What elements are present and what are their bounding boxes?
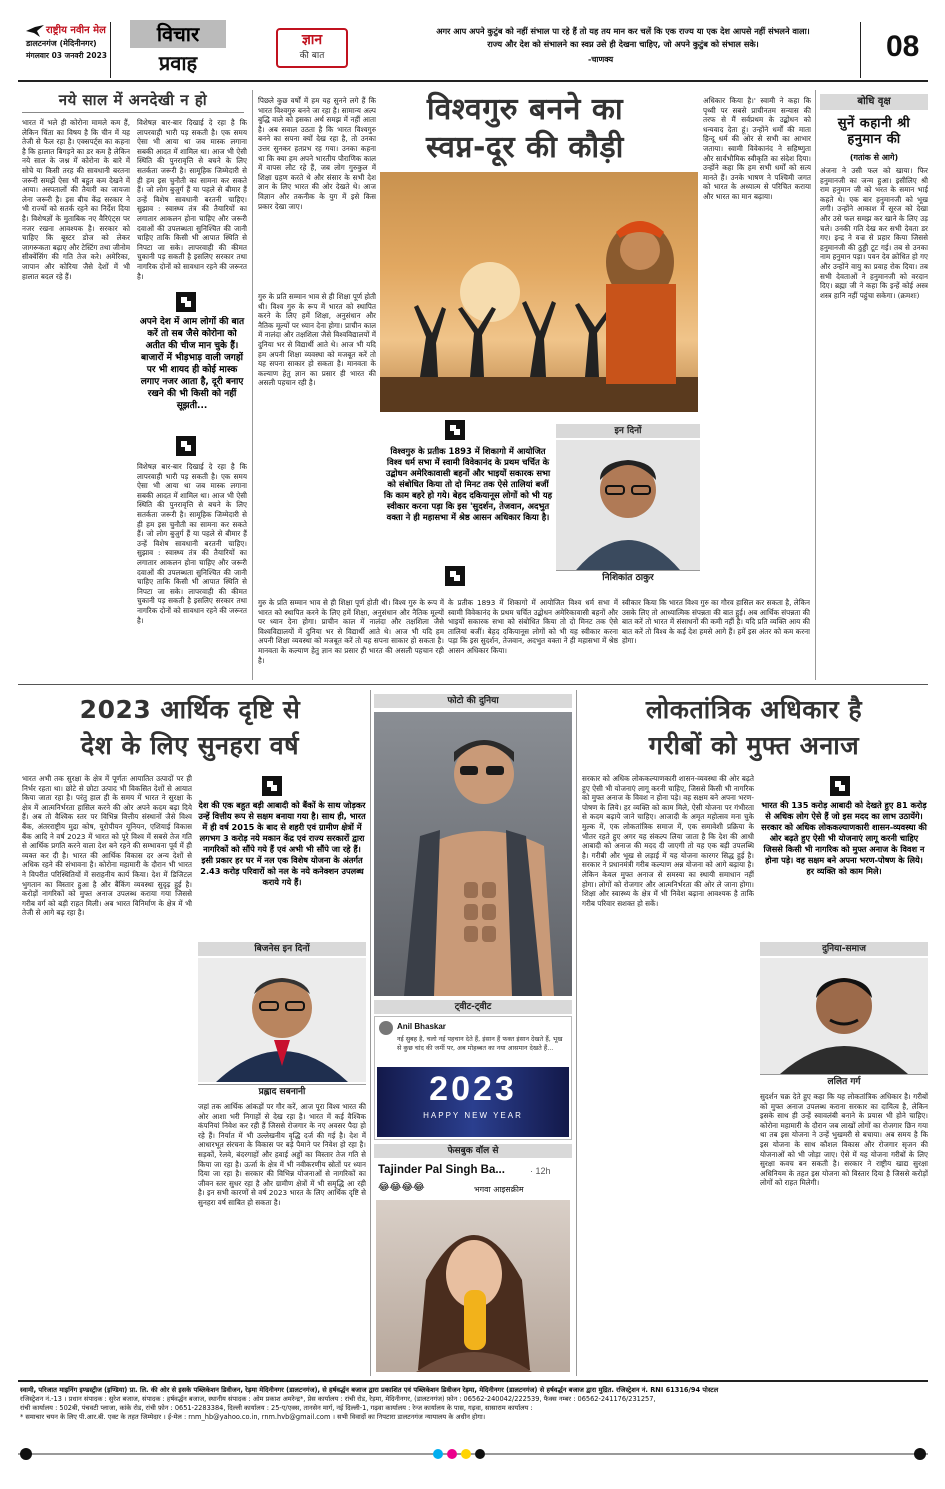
art2-col-b: गुरु के प्रति सम्मान भाव से ही शिक्षा पूर्ण होती थी। विश्व गुरु के रूप में भारत को स्थापित करने के लिए हमें शिक्षा, अनुसंधान और नैतिक मूल्यों पर ध्यान देना होगा। प्राचीन काल में नालंदा और तक्षशिला जैसे विश्वविद्यालयों में दुनिया भर से विद्यार्थी आते थे। आज भी यदि हम अपनी शिक्षा व्यवस्था को मजबूत करें तो यह सपना साकार हो सकता है। मानवता के कल्याण हेतु ज्ञान का प्रसार ही भारत की असली पहचान रही है। (258, 292, 376, 388)
date: मंगलवार 03 जनवरी 2023 (26, 51, 108, 60)
author-photo-sabnani (198, 958, 366, 1082)
bodhi-subtitle: (गतांक से आगे) (849, 153, 899, 162)
fb-sub: भगवा आइसक्रीम (474, 1185, 524, 1194)
art1-pull-quote: अपने देश में आम लोगों की बात करें तो सब जैसे कोरोना को अतीत की चीज मान चुके हैं। बाजारों में भीड़भाड़ वाली जगहों पर भी शायद ही कोई मास्क लगाए नजर आता है, दूरी बनाए रखने की भी किसी को नहीं सूझती... (139, 317, 245, 411)
quote-line-1: अगर आप अपने कुटुंब को नहीं संभाल पा रहे हैं तो यह तय मान कर चलें कि एक राज्य या एक देश आपसे नहीं संभलने वाला। (436, 26, 810, 36)
tweet-text: नई सुबह है, चलो नई पहचान देते हैं, इंसान हैं फक्त इंसान देखते हैं, भूख से कुछ चांद की जमीं पर, अब मोहब्बत का नया आसमान देखते हैं... (397, 1035, 563, 1052)
badge-bottom: की बात (299, 51, 325, 61)
art3-headline-2: देश के लिए सुनहरा वर्ष (80, 731, 300, 760)
tweet-label: ट्वीट-ट्वीट (374, 1000, 572, 1014)
art3-col-1: भारत अभी तक सुरक्षा के क्षेत्र में पूर्णतः आयातित उत्पादों पर ही निर्भर रहता था। छोटे से छोटा उत्पाद भी विकसित देशों से आयात किया जाता रहा है। परंतु हाल ही के समय में भारत ने सुरक्षा के क्षेत्र में आत्मनिर्भरता हासिल करने की ओर अपने कदम बढ़ा दिये हैं। अब तो वैश्विक स्तर पर विभिन्न वित्तीय संस्थानों जैसे विश्व बैंक, अंतरराष्ट्रीय मुद्रा कोष, यूरोपीयन यूनियन, एशियाई विकास बैंक आदि ने वर्ष 2023 में भारत को पूरे विश्व में सबसे तेज गति से आर्थिक प्रगति करने वाला देश बने रहने की सम्भावना पूर्व में ही व्यक्त कर दी है। भारत की आर्थिक विकास दर अन्य देशों से अधिक रहने की संभावना है। कोरोना महामारी के दौरान भी भारत ने विपरीत परिस्थितियों में सराहनीय कार्य किया। देश में डिजिटल भुगतान का विस्तार हुआ है और बैंकिंग व्यवस्था सुदृढ़ हुई है। करोड़ों नागरिकों को मुफ्त अनाज उपलब्ध कराया गया जिससे गरीब वर्ग को बड़ी राहत मिली। अब भारत विनिर्माण के क्षेत्र में भी तेजी से आगे बढ़ रहा है। (22, 774, 192, 918)
author-photo-thakur (556, 440, 700, 570)
art2-headline-2: स्वप्न-दूर की कौड़ी (426, 130, 624, 165)
fb-card (374, 1160, 572, 1374)
art4-col-3: सुदर्शन चक्र देते हुए कहा कि यह लोकतांत्रिक अधिकार है। गरीबों को मुफ्त अनाज उपलब्ध कराना सरकार का दायित्व है, लेकिन इसके साथ ही उन्हें स्वावलंबी बनाने के प्रयास भी होने चाहिए। कोरोना महामारी के दौरान जब लाखों लोगों का रोजगार छिन गया था तब इस योजना ने उन्हें भुखमरी से बचाया। अब समय है कि इस योजना के साथ कौशल विकास और रोजगार सृजन की योजनाओं को भी जोड़ा जाए। ऐसे में यह योजना गरीबों के लिए सुरक्षा कवच बन सकती है। सरकार ने राष्ट्रीय खाद्य सुरक्षा अधिनियम के तहत इस योजना को विस्तार दिया है जिससे करोड़ों लोगों को राहत मिलेगी। (760, 1092, 928, 1188)
tweet-user: Anil Bhaskar (397, 1022, 446, 1031)
art4-author: ललित गर्ग (760, 1074, 928, 1089)
edition: डालटनगंज (मेदिनीनगर) (26, 39, 97, 48)
author-photo-garg (760, 958, 928, 1074)
quote-line-2: राज्य और देश को संभालने का स्वप्न उसे ही देखना चाहिए, जो अपने कुटुंब को संभाल सके। (487, 39, 759, 49)
fb-user: Tajinder Pal Singh Ba... (378, 1164, 505, 1176)
art3-col-2: जहां तक आर्थिक आंकड़ों पर गौर करें, आज पूरा विश्व भारत की ओर आशा भरी निगाहों से देख रहा है। भारत में कई वैश्विक कंपनियां निवेश कर रही हैं जिससे रोजगार के नए अवसर पैदा हो रहे हैं। निर्यात में भी उल्लेखनीय वृद्धि दर्ज की गई है। देश में आधारभूत संरचना के विकास पर बड़े पैमाने पर निवेश हो रहा है। सड़कों, रेलवे, बंदरगाहों और हवाई अड्डों का विस्तार तेज गति से किया जा रहा है। ऊर्जा के क्षेत्र में भी नवीकरणीय स्रोतों पर ध्यान दिया जा रहा है। सरकार की विभिन्न योजनाओं से नागरिकों का जीवन स्तर सुधर रहा है और ग्रामीण क्षेत्रों में भी समृद्धि आ रही है। इन सभी कारणों से वर्ष 2023 भारत के लिए आर्थिक दृष्टि से सुनहरा वर्ष साबित हो सकता है। (198, 1102, 366, 1207)
art2-ind-label: इन दिनों (556, 424, 700, 438)
section-title-top: विचार (130, 20, 226, 48)
photo-world-label: फोटो की दुनिया (374, 694, 572, 708)
page-number: 08 (886, 30, 920, 63)
section-title-bottom: प्रवाह (158, 51, 198, 75)
masthead (18, 20, 928, 78)
art3-pull: देश की एक बहुत बड़ी आबादी को बैंकों के साथ जोड़कर उन्हें वित्तीय रूप से सक्षम बनाया गया है। साथ ही, भारत में ही वर्ष 2015 के बाद से शहरी एवं ग्रामीण क्षेत्रों में लगभग 3 करोड़ नये मकान केंद्र एवं राज्य सरकारों द्वारा नागरिकों को सौंपे गये हैं एवं अभी भी सौंपे जा रहे हैं। इसी प्रकार हर घर में नल एक विशेष योजना के अंतर्गत 2.43 करोड़ परिवारों को नल के नये कनेक्शन उपलब्ध कराये गये हैं। (198, 800, 366, 887)
fb-emoji: 😂😂😂😂 (378, 1182, 425, 1193)
footer (20, 1386, 926, 1440)
art1-col-2a: विशेषज्ञ बार-बार दिखाई दे रहा है कि लापरवाही भारी पड़ सकती है। एक समय ऐसा भी आया था जब मास्क लगाना सबकी आदत में शामिल था। आज भी ऐसी स्थिति की पुनरावृत्ति से बचने के लिए सतर्कता जरूरी है। सामूहिक जिम्मेदारी से ही हम इस चुनौती का सामना कर सकते हैं। जो लोग बुजुर्ग हैं या पहले से बीमार हैं उन्हें विशेष सावधानी बरतनी चाहिए। सुझाव : स्वास्थ्य तंत्र की तैयारियों का लगातार आकलन होना चाहिए और जरूरी दवाओं की उपलब्धता सुनिश्चित की जानी चाहिए ताकि किसी भी आपात स्थिति से निपटा जा सके। लापरवाही की कीमत चुकानी पड़ सकती है इसलिए सरकार तथा नागरिक दोनों को सावधान रहने की जरूरत है। (137, 118, 247, 281)
fb-photo (376, 1200, 570, 1372)
art2-headline-1: विश्वगुरु बनने का (426, 92, 624, 127)
art2-qr-2 (445, 566, 465, 586)
fb-time: · 12h (530, 1166, 551, 1176)
art1-col-1: भारत में भले ही कोरोना मामले कम हैं, लेकिन चिंता का विषय है कि चीन में यह तेजी से फैल रहा है। एक्सपर्ट्स का कहना है कि हालात बिगड़ने का डर कम है लेकिन नये साल के जश्न में कोरोना के बारे में सोचे या किसी तरह की सावधानी बरतना जरूरी समझें ऐसा भी बहुत कम देखने में आया। अस्पतालों की तैयारी का जायजा लेना जरूरी है। इस बीच केंद्र सरकार ने भी राज्यों को सतर्क रहने का निर्देश दिया है। विशेषज्ञों के मुताबिक नए वैरिएंट्स पर नजर रखना आवश्यक है। सरकार को चाहिए कि बूस्टर डोज को लेकर जागरूकता बढ़ाए और टेस्टिंग तथा जीनोम सीक्वेंसिंग की गति तेज करे। अमेरिका, जापान और कोरिया जैसे देशों में भी हालात बदल रहे हैं। (22, 118, 130, 281)
tweet-card (374, 1016, 572, 1140)
art2-col-c: अधिकार किया है।' स्वामी ने कहा कि पृथ्वी पर सबसे प्राचीनतम सन्यास की तरफ से मैं सर्वप्रथम के उद्बोधन को धन्यवाद देता हूं। उन्होंने धर्मों की माता हिन्दू धर्म की ओर से सभी का आभार जताया। स्वामी विवेकानंद ने सहिष्णुता और सार्वभौमिक स्वीकृति का संदेश दिया। उन्होंने कहा कि हम सभी धर्मों को सत्य मानते हैं। उनके भाषण ने पश्चिमी जगत को भारत के अध्यात्म से परिचित कराया और भारत का मान बढ़ाया। (703, 96, 811, 201)
bodhi-text: अंजना ने उसी फल को खाया। फिर हनुमानजी का जन्म हुआ। इसीलिए श्री राम हनुमान जी को भरत के समान भाई कहते थे। एक बार हनुमानजी को भूख लगी। उन्होंने आकाश में सूरज को देखा और उसे फल समझ कर खाने के लिए उड़ चले। उनकी गति देख कर सभी देवता डर गए। इन्द्र ने वज्र से प्रहार किया जिससे हनुमानजी की ठुड्डी टूट गई। तब से उनका नाम हनुमान पड़ा। पवन देव क्रोधित हो गए और उन्होंने वायु का प्रवाह रोक दिया। तब सभी देवताओं ने हनुमानजी को वरदान दिए। ब्रह्मा जी ने कहा कि इन्हें कोई अस्त्र शस्त्र हानि नहीं पहुंचा सकेगा। (क्रमशः) (820, 166, 928, 300)
paper-name: राष्ट्रीय नवीन मेल (46, 25, 106, 36)
art1-qr (176, 292, 196, 312)
hrithik-photo (374, 712, 572, 996)
art2-caption: विश्वगुरु के प्रतीक 1893 में शिकागो में आयोजित विश्व धर्म सभा में स्वामी विवेकानंद के प्रथम चर्चित के उद्बोधन अमेरिकावासी बहनों और भाइयों सकारक सभा को संबोधित किया तो दो मिनट तक ऐसे तालियां बजीं कि काम बहरे हो गये। बेहद दकियानूस लोगों को भी यह स्वीकार करना पड़ा कि इस 'सुदर्शन, तेजवान, अदभुत वक्ता ने ही महासभा में श्रेष्ठ आसन अधिकार किया है। (383, 446, 553, 522)
art3-author: प्रह्लाद सबनानी (198, 1084, 366, 1099)
art2-bottom-col-a: के प्रतीक 1893 में शिकागो में आयोजित विश्व धर्म सभा में स्वामी विवेकानंद के प्रथम चर्चित उद्बोधन अमेरिकावासी बहनों और भाइयों सकारक सभा को संबोधित किया तो दो मिनट तक ऐसे तालियां बजीं। बेहद दकियानूस लोगों को भी यह स्वीकार करना पड़ा कि इस सुदर्शन, तेजवान, अदभुत वक्ता ने ही महासभा में श्रेष्ठ आसन अधिकार किया। (448, 598, 618, 655)
art1-col-2b: विशेषज्ञ बार-बार दिखाई दे रहा है कि लापरवाही भारी पड़ सकती है। एक समय ऐसा भी आया था जब मास्क लगाना सबकी आदत में शामिल था। आज भी ऐसी स्थिति की पुनरावृत्ति से बचने के लिए सतर्कता जरूरी है। सामूहिक जिम्मेदारी से ही हम इस चुनौती का सामना कर सकते हैं। जो लोग बुजुर्ग हैं या पहले से बीमार हैं उन्हें विशेष सावधानी बरतनी चाहिए। सुझाव : स्वास्थ्य तंत्र की तैयारियों का लगातार आकलन होना चाहिए और जरूरी दवाओं की उपलब्धता सुनिश्चित की जानी चाहिए ताकि किसी भी आपात स्थिति से निपटा जा सके। लापरवाही की कीमत चुकानी पड़ सकती है इसलिए सरकार तथा नागरिक दोनों को सावधान रहने की जरूरत है। (137, 462, 247, 625)
art4-headline-1: लोकतांत्रिक अधिकार है (645, 695, 863, 724)
footer-line-3: रांची कार्यालय : 502बी, पंचवटी प्लाजा, कांके रोड, रांची फ़ोन : 0651-2283384, दिल्ली कार्यालय : 25-ए/एक्स, तानसेन मार्ग, नई दिल्ली-1, गढ़वा कार्यालय : रेन्ज कार्यालय के पास, गढ़वा, सासाराम कार्यालय : (20, 1404, 533, 1412)
footer-line-4: * समाचार चयन के लिए पी.आर.बी. एक्ट के तहत जिम्मेदार । ई-मेल : rnm_hb@yahoo.co.in, rnm.hvb@gmail.com । सभी विवादों का निपटारा डालटनगंज न्यायालय के अधीन होगा। (20, 1413, 486, 1421)
tweet-avatar (379, 1021, 393, 1035)
badge-top: ज्ञान (301, 32, 323, 48)
art3-headline-1: 2023 आर्थिक दृष्टि से (79, 695, 301, 724)
fb-label: फेसबुक वॉल से (374, 1144, 572, 1158)
gyan-badge (276, 28, 348, 68)
art3-ind-label: बिजनेस इन दिनों (198, 942, 366, 956)
art4-headline-2: गरीबों को मुफ्त अनाज (648, 731, 860, 760)
art4-pull: भारत की 135 करोड़ आबादी को देखते हुए 81 करोड़ से अधिक लोग ऐसे हैं जो इस मदद का लाभ उठायेंगे। सरकार को अधिक लोककल्याणकारी शासन-व्यवस्था की ओर बढ़ते हुए ऐसी भी योजनाएं लागू करनी चाहिए जिससे किसी भी नागरिक को मुफ्त अनाज के विवश न होना पड़े। वह सक्षम बने अपना भरण-पोषण के लिये। हर व्यक्ति को काम मिले। (761, 800, 927, 876)
art2-col-a: पिछले कुछ वर्षों में हम यह सुनने लगे हैं कि भारत विश्वगुरु बनने जा रहा है। सामान्य अल्प बुद्धि वाले को इसका अर्थ समझ में नहीं आता है। अब सवाल उठता है कि भारत विश्वगुरु बनने का सपना क्यों देख रहा है, तो उनका उत्तर सुनकर हतप्रभ रह गया। उनका कहना था कि क्या हम अपने भारतीय पौराणिक काल में वापस लौट रहे हैं, जब लोग गुरुकुल में शिक्षा ग्रहण करते थे और संसार के सभी देश ज्ञान के लिए भारत की ओर देखते थे। आज विज्ञान और तकनीक के युग में इसे किस प्रकार देखा जाए। (258, 96, 376, 211)
tweet-banner (377, 1067, 569, 1137)
bodhi-label: बोधि वृक्ष (820, 94, 928, 110)
banner-sub: HAPPY NEW YEAR (423, 1111, 523, 1120)
art1-qr-2 (176, 436, 196, 456)
art4-ind-label: दुनिया-समाज (760, 942, 928, 956)
art1-headline: नये साल में अनदेखी न हो (58, 91, 208, 109)
art2-bottom-col-0: गुरु के प्रति सम्मान भाव से ही शिक्षा पूर्ण होती थी। विश्व गुरु के रूप में भारत को स्थापित करने के लिए हमें शिक्षा, अनुसंधान और नैतिक मूल्यों पर ध्यान देना होगा। प्राचीन काल में नालंदा और तक्षशिला जैसे विश्वविद्यालयों में दुनिया भर से विद्यार्थी आते थे। आज भी यदि हम अपनी शिक्षा व्यवस्था को मजबूत करें तो यह सपना साकार हो सकता है। मानवता के कल्याण हेतु ज्ञान का प्रसार ही भारत की असली पहचान रही है। (258, 598, 444, 665)
bird-logo-icon (26, 22, 44, 34)
bodhi-title: सुनें कहानी श्री हनुमान की (837, 116, 911, 147)
banner-year: 2023 (429, 1070, 517, 1108)
footer-line-1: स्वामी, परिजात माइनिंग इण्डस्ट्रीज (इण्डिया) प्रा. लि. की ओर से इसके पब्लिकेशन डिवीजन, रेड़मा मेदिनीनगर (डालटनगंज), से हर्षवर्द्धन बजाज द्वारा प्रकाशित एवं पब्लिकेशन डिवीजन रेड़मा, मेदिनीनगर (डालटनगंज) से हर्षवर्द्धन बजाज द्वारा मुद्रित. रजिस्ट्रेशन नं. RNI 61316/94 पोस्टल (20, 1386, 719, 1394)
art4-col-1: सरकार को अधिक लोककल्याणकारी शासन-व्यवस्था की ओर बढ़ते हुए ऐसी भी योजनाएं लागू करनी चाहिए, जिससे किसी भी नागरिक को मुफ्त अनाज के विवश न होना पड़े। वह सक्षम बने अपना भरण-पोषण के लिये। हर व्यक्ति को काम मिले, ऐसी योजना पर गंभीरता से कदम बढ़ाये जाने चाहिए। आजादी के अमृत महोत्सव मना चुके मुल्क में, एक लोकतांत्रिक समाज में, एक समावेशी प्रक्रिया के भीतर रहते हुए अगर यह संकल्प लिया जाता है कि देश की आधी आबादी को अनाज की मदद दी जाएगी तो यह एक बड़ी उपलब्धि है। गरीबी और भूख से लड़ाई में यह योजना कारगर सिद्ध हुई है। सरकार ने प्रधानमंत्री गरीब कल्याण अन्न योजना को आगे बढ़ाया है। लेकिन केवल मुफ्त अनाज से समस्या का स्थायी समाधान नहीं होगा। लोगों को रोजगार और आत्मनिर्भरता की ओर ले जाना होगा। शिक्षा और स्वास्थ्य के क्षेत्र में भी निवेश बढ़ाना आवश्यक है ताकि गरीब परिवार सशक्त हो सकें। (582, 774, 754, 908)
art2-bottom-col-b: स्वीकार किया कि भारत विश्व गुरु का गौरव हासिल कर सकता है, लेकिन उसके लिए तो आध्यात्मिक संपन्नता की बात हुई। अब आर्थिक संपन्नता की बात करें तो भारत में संसाधनों की कमी नहीं है। यदि प्रति व्यक्ति आय की बात करें तो विश्व के कई देश हमसे आगे हैं। हमें इस अंतर को कम करना होगा। (622, 598, 810, 646)
color-bar (18, 1446, 928, 1462)
art2-qr (445, 420, 465, 440)
art4-qr (830, 776, 850, 796)
art2-author: निशिकांत ठाकुर (556, 570, 700, 585)
footer-line-2: रजिस्ट्रेशन नं.-13 । प्रधान संपादक : सुरेश बजाज, संपादक : हर्षवर्द्धन बजाज, स्थानीय संपादक : ओम प्रकाश अमरेन्द्र*, प्रेस कार्यालय : रांची रोड, रेड़मा, मेदिनीनगर, (डालटनगंज) फ़ोन : 06562-240042/222539, फैक्स नम्बर : 06562-241176/231257, (20, 1395, 656, 1403)
art3-qr (262, 776, 282, 796)
quote-author: -चाणक्य (588, 55, 614, 64)
yoga-photo (380, 172, 698, 412)
